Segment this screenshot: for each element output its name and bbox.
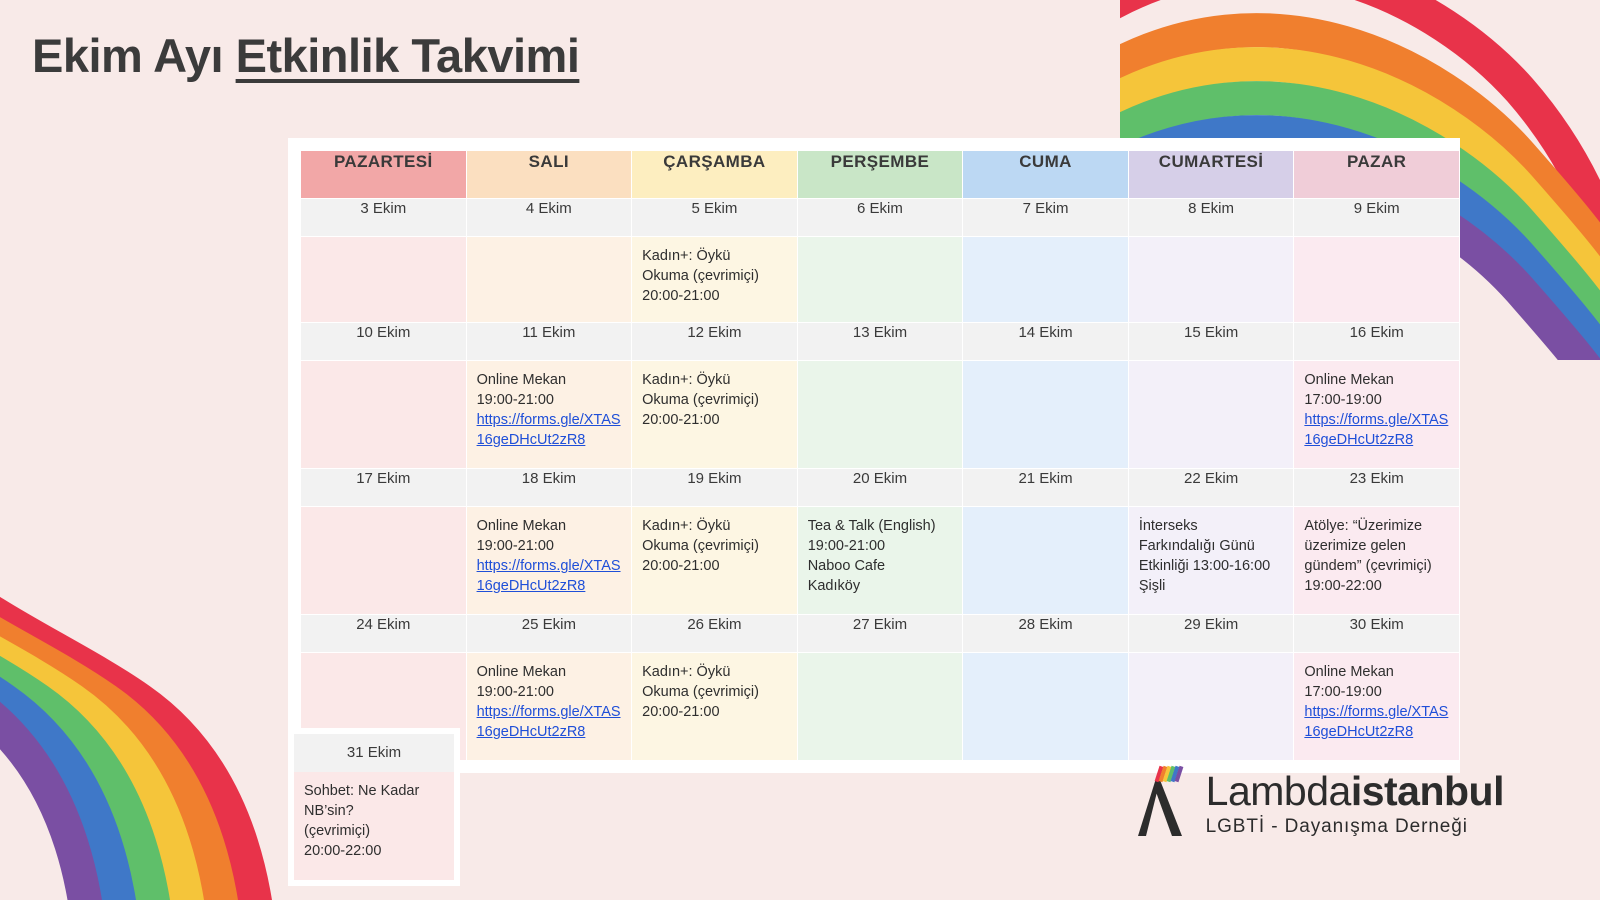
event-cell bbox=[797, 653, 963, 761]
day-header-cuma: CUMA bbox=[963, 151, 1129, 199]
event-line: Okuma (çevrimiçi) bbox=[642, 684, 759, 700]
event-cell bbox=[466, 237, 632, 323]
date-cell: 8 Ekim bbox=[1128, 199, 1294, 237]
event-line: İnterseks bbox=[1138, 518, 1198, 534]
event-line: Online Mekan bbox=[1304, 664, 1394, 680]
event-line: Sohbet: Ne Kadar bbox=[304, 783, 420, 799]
event-line: Online Mekan bbox=[476, 664, 567, 680]
registration-link[interactable]: https://forms.gle/XTAS16geDHcUt2zR8 bbox=[476, 412, 621, 448]
event-line: 17:00-19:00 bbox=[1304, 684, 1382, 700]
calendar-body bbox=[301, 199, 1460, 761]
calendar-last-day-block bbox=[288, 728, 460, 886]
event-line: Okuma (çevrimiçi) bbox=[642, 268, 759, 284]
date-cell-31-ekim: 31 Ekim bbox=[294, 734, 454, 772]
event-cell bbox=[797, 237, 963, 323]
event-line: 20:00-21:00 bbox=[642, 412, 720, 428]
event-line: Kadın+: Öykü bbox=[642, 518, 731, 534]
event-cell bbox=[1294, 361, 1460, 469]
event-line: Kadıköy bbox=[807, 578, 861, 594]
date-cell: 20 Ekim bbox=[797, 469, 963, 507]
event-line: gündem” (çevrimiçi) bbox=[1304, 558, 1432, 574]
registration-link[interactable]: https://forms.gle/XTAS16geDHcUt2zR8 bbox=[476, 558, 621, 594]
event-line: 20:00-22:00 bbox=[304, 843, 382, 859]
day-header-persembe: PERŞEMBE bbox=[797, 151, 963, 199]
event-line: Atölye: “Üzerimize bbox=[1304, 518, 1423, 534]
event-line: Tea & Talk (English) bbox=[807, 518, 936, 534]
registration-link[interactable]: https://forms.gle/XTAS16geDHcUt2zR8 bbox=[1304, 412, 1449, 448]
event-cell bbox=[1294, 653, 1460, 761]
event-line: 17:00-19:00 bbox=[1304, 392, 1382, 408]
event-line: 19:00-21:00 bbox=[476, 538, 554, 554]
event-line: 19:00-22:00 bbox=[1304, 578, 1382, 594]
date-cell: 6 Ekim bbox=[797, 199, 963, 237]
registration-link[interactable]: https://forms.gle/XTAS16geDHcUt2zR8 bbox=[476, 704, 621, 740]
event-line: Şişli bbox=[1138, 578, 1166, 594]
date-cell: 30 Ekim bbox=[1294, 615, 1460, 653]
date-cell: 10 Ekim bbox=[301, 323, 467, 361]
event-cell bbox=[1128, 653, 1294, 761]
event-line: Etkinliği 13:00-16:00 bbox=[1138, 558, 1271, 574]
event-cell-31-ekim bbox=[294, 772, 454, 880]
logo-name-bold: istanbul bbox=[1350, 768, 1504, 814]
registration-link[interactable]: https://forms.gle/XTAS16geDHcUt2zR8 bbox=[1304, 704, 1449, 740]
calendar-date-row bbox=[301, 469, 1460, 507]
calendar-header-row bbox=[301, 151, 1460, 199]
event-cell bbox=[963, 361, 1129, 469]
page-title bbox=[32, 28, 579, 83]
date-cell: 29 Ekim bbox=[1128, 615, 1294, 653]
event-line: Farkındalığı Günü bbox=[1138, 538, 1255, 554]
day-header-sali: SALI bbox=[466, 151, 632, 199]
event-cell bbox=[301, 507, 467, 615]
event-line: 19:00-21:00 bbox=[476, 392, 554, 408]
event-line: 19:00-21:00 bbox=[807, 538, 886, 554]
date-cell: 23 Ekim bbox=[1294, 469, 1460, 507]
event-line: (çevrimiçi) bbox=[304, 823, 371, 839]
event-line: 20:00-21:00 bbox=[642, 704, 720, 720]
event-cell bbox=[1128, 507, 1294, 615]
event-line: üzerimize gelen bbox=[1304, 538, 1406, 554]
calendar-date-row bbox=[301, 323, 1460, 361]
calendar-event-row bbox=[301, 507, 1460, 615]
calendar-event-row bbox=[301, 653, 1460, 761]
event-cell bbox=[1294, 237, 1460, 323]
event-line: Naboo Cafe bbox=[807, 558, 886, 574]
event-cell bbox=[632, 361, 798, 469]
date-cell: 15 Ekim bbox=[1128, 323, 1294, 361]
event-line: NB’sin? bbox=[304, 803, 354, 819]
event-line: Okuma (çevrimiçi) bbox=[642, 392, 759, 408]
date-cell: 16 Ekim bbox=[1294, 323, 1460, 361]
event-line: Kadın+: Öykü bbox=[642, 248, 731, 264]
event-cell bbox=[1128, 361, 1294, 469]
date-cell: 7 Ekim bbox=[963, 199, 1129, 237]
logo-name-light: Lambda bbox=[1205, 768, 1351, 814]
event-cell bbox=[963, 653, 1129, 761]
date-cell: 24 Ekim bbox=[301, 615, 467, 653]
event-line: Online Mekan bbox=[476, 372, 567, 388]
date-cell: 22 Ekim bbox=[1128, 469, 1294, 507]
event-cell bbox=[632, 237, 798, 323]
event-line: 20:00-21:00 bbox=[642, 288, 720, 304]
date-cell: 17 Ekim bbox=[301, 469, 467, 507]
event-line: Kadın+: Öykü bbox=[642, 372, 731, 388]
event-cell bbox=[466, 507, 632, 615]
date-cell: 4 Ekim bbox=[466, 199, 632, 237]
event-line: Kadın+: Öykü bbox=[642, 664, 731, 680]
date-cell: 14 Ekim bbox=[963, 323, 1129, 361]
event-cell bbox=[466, 361, 632, 469]
event-cell bbox=[797, 361, 963, 469]
date-cell: 5 Ekim bbox=[632, 199, 798, 237]
date-cell: 26 Ekim bbox=[632, 615, 798, 653]
day-header-cumartesi: CUMARTESİ bbox=[1128, 151, 1294, 199]
date-cell: 28 Ekim bbox=[963, 615, 1129, 653]
event-cell bbox=[1294, 507, 1460, 615]
calendar-event-row bbox=[301, 237, 1460, 323]
event-cell bbox=[963, 507, 1129, 615]
calendar-date-row bbox=[301, 199, 1460, 237]
event-cell bbox=[301, 237, 467, 323]
event-cell bbox=[1128, 237, 1294, 323]
event-line: 20:00-21:00 bbox=[642, 558, 720, 574]
event-line: Online Mekan bbox=[476, 518, 567, 534]
event-cell bbox=[632, 507, 798, 615]
date-cell: 21 Ekim bbox=[963, 469, 1129, 507]
date-cell: 9 Ekim bbox=[1294, 199, 1460, 237]
calendar-event-row bbox=[301, 361, 1460, 469]
event-line: Okuma (çevrimiçi) bbox=[642, 538, 759, 554]
logo-text bbox=[1205, 768, 1504, 837]
event-cell bbox=[301, 361, 467, 469]
event-line: Online Mekan bbox=[1304, 372, 1394, 388]
date-cell: 12 Ekim bbox=[632, 323, 798, 361]
date-cell: 3 Ekim bbox=[301, 199, 467, 237]
logo-subtitle: LGBTİ - Dayanışma Derneği bbox=[1205, 816, 1468, 837]
page-title-underlined: Etkinlik Takvimi bbox=[235, 29, 580, 82]
calendar-card bbox=[288, 138, 1460, 773]
logo-name bbox=[1205, 768, 1504, 814]
event-cell bbox=[797, 507, 963, 615]
day-header-pazar: PAZAR bbox=[1294, 151, 1460, 199]
calendar-date-row bbox=[301, 615, 1460, 653]
event-cell bbox=[632, 653, 798, 761]
day-header-pazartesi: PAZARTESİ bbox=[301, 151, 467, 199]
event-line: 19:00-21:00 bbox=[476, 684, 554, 700]
date-cell: 13 Ekim bbox=[797, 323, 963, 361]
page-title-plain: Ekim Ayı bbox=[32, 29, 236, 82]
date-cell: 19 Ekim bbox=[632, 469, 798, 507]
calendar-table bbox=[300, 150, 1460, 761]
lambda-mark-icon bbox=[1130, 762, 1192, 845]
day-header-carsamba: ÇARŞAMBA bbox=[632, 151, 798, 199]
logo bbox=[1130, 762, 1504, 845]
date-cell: 18 Ekim bbox=[466, 469, 632, 507]
event-cell bbox=[466, 653, 632, 761]
date-cell: 25 Ekim bbox=[466, 615, 632, 653]
event-cell bbox=[963, 237, 1129, 323]
date-cell: 11 Ekim bbox=[466, 323, 632, 361]
date-cell: 27 Ekim bbox=[797, 615, 963, 653]
